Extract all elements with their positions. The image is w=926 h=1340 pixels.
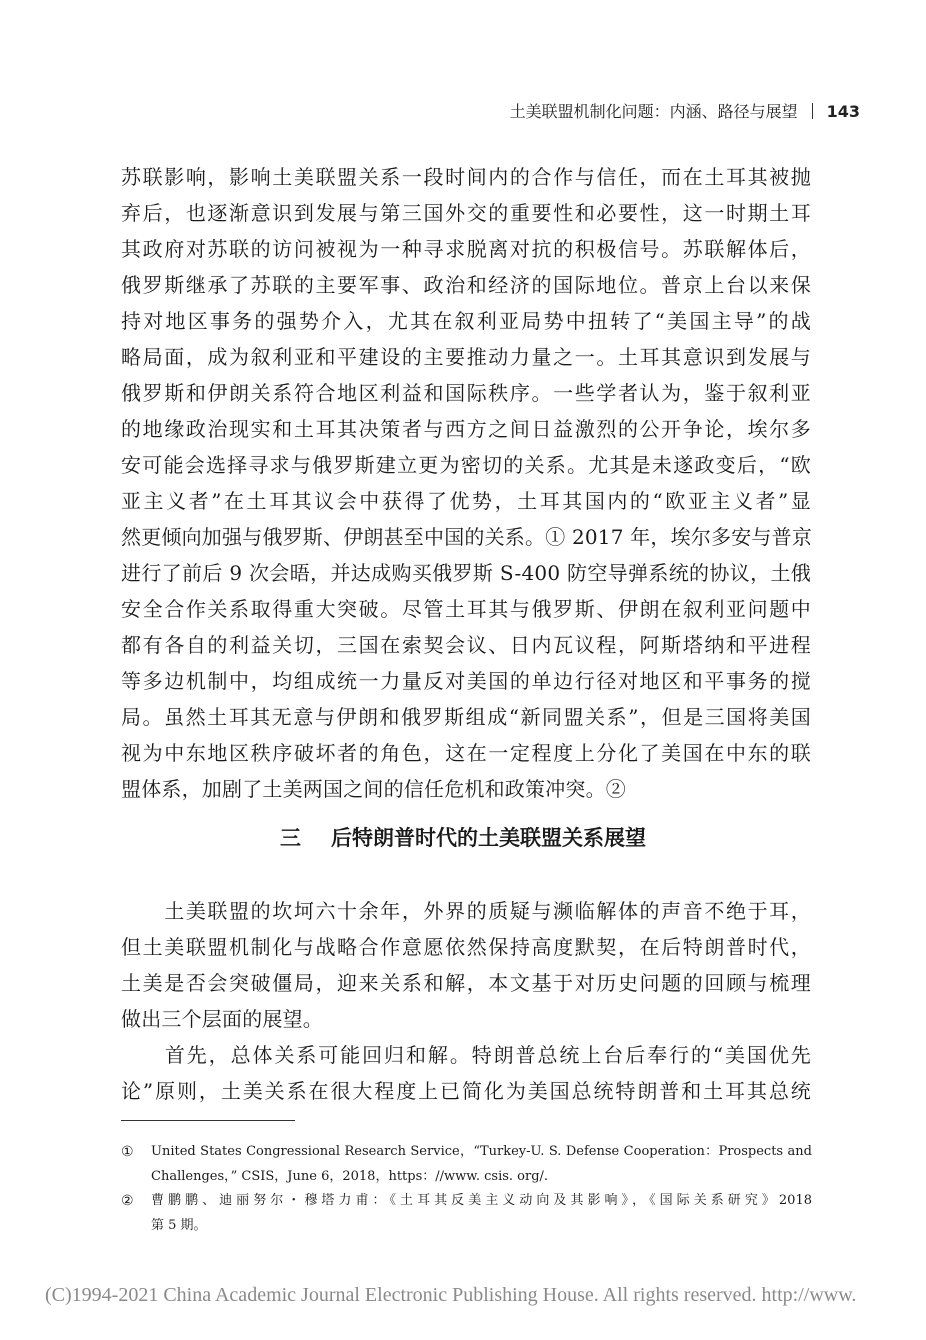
text-line: 做出三个层面的展望。: [121, 1007, 323, 1031]
text-line: 土美是否会突破僵局，迎来关系和解，本文基于对历史问题的回顾与梳理: [121, 971, 811, 995]
footnote-line: United States Congressional Research Service，“Turkey-U. S. Defense Cooperation：Prospects and: [151, 1144, 812, 1159]
text-line: 弃后，也逐渐意识到发展与第三国外交的重要性和必要性，这一时期土耳: [121, 201, 811, 225]
text-line: 的地缘政治现实和土耳其决策者与西方之间日益激烈的公开争论，埃尔多: [121, 417, 811, 441]
text-line: 视为中东地区秩序破坏者的角色，这在一定程度上分化了美国在中东的联: [121, 741, 811, 765]
section-heading: [0, 824, 926, 852]
text-line: 俄罗斯和伊朗关系符合地区利益和国际秩序。一些学者认为，鉴于叙利亚: [121, 381, 811, 405]
text-line: 亚主义者”在土耳其议会中获得了优势，土耳其国内的“欧亚主义者”显: [121, 489, 811, 513]
text-line: 俄罗斯继承了苏联的主要军事、政治和经济的国际地位。普京上台以来保: [121, 273, 811, 297]
text-line: 首先，总体关系可能回归和解。特朗普总统上台后奉行的“美国优先: [121, 1043, 811, 1067]
text-line: 局。虽然土耳其无意与伊朗和俄罗斯组成“新同盟关系”，但是三国将美国: [121, 705, 811, 729]
text-line: 安全合作关系取得重大突破。尽管土耳其与俄罗斯、伊朗在叙利亚问题中: [121, 597, 811, 621]
running-header: [510, 99, 860, 122]
text-line: 其政府对苏联的访问被视为一种寻求脱离对抗的积极信号。苏联解体后，: [121, 237, 811, 261]
text-line: 土美联盟的坎坷六十余年，外界的质疑与濒临解体的声音不绝于耳，: [121, 899, 811, 923]
footnote-line: 第 5 期。: [151, 1218, 207, 1233]
copyright-notice: (C)1994-2021 China Academic Journal Electronic Publishing House. All rights reserved. http://www.: [45, 1284, 857, 1306]
section-title: 后特朗普时代的土美联盟关系展望: [331, 826, 646, 850]
text-line: 进行了前后 9 次会晤，并达成购买俄罗斯 S-400 防空导弹系统的协议，土俄: [121, 561, 811, 585]
text-line: 然更倾向加强与俄罗斯、伊朗甚至中国的关系。① 2017 年，埃尔多安与普京: [121, 525, 813, 549]
footnote-line: Challenges，” CSIS，June 6，2018，https：//www. csis. org/.: [151, 1169, 549, 1184]
running-header-title: 土美联盟机制化问题：内涵、路径与展望: [509, 102, 798, 121]
text-line: 都有各自的利益关切，三国在索契会议、日内瓦议程，阿斯塔纳和平进程: [121, 633, 811, 657]
text-line: 但土美联盟机制化与战略合作意愿依然保持高度默契，在后特朗普时代，: [121, 935, 811, 959]
footnote-divider: [121, 1120, 295, 1121]
text-line: 安可能会选择寻求与俄罗斯建立更为密切的关系。尤其是未遂政变后，“欧: [121, 453, 811, 477]
text-line: 盟体系，加剧了土美两国之间的信任危机和政策冲突。②: [121, 777, 626, 801]
text-line: 持对地区事务的强势介入，尤其在叙利亚局势中扭转了“美国主导”的战: [121, 309, 811, 333]
text-line: 苏联影响，影响土美联盟关系一段时间内的合作与信任，而在土耳其被抛: [121, 165, 811, 189]
footnote-marker: ②: [121, 1193, 134, 1209]
section-number: 三: [280, 826, 301, 850]
page-number: 143: [826, 102, 860, 121]
footnote-marker: ①: [121, 1144, 134, 1160]
footnote-line: 曹鹏鹏、迪丽努尔・穆塔力甫：《土耳其反美主义动向及其影响》，《国际关系研究》2018: [151, 1193, 812, 1208]
text-line: 论”原则，土美关系在很大程度上已简化为美国总统特朗普和土耳其总统: [121, 1079, 811, 1103]
text-line: 略局面，成为叙利亚和平建设的主要推动力量之一。土耳其意识到发展与: [121, 345, 811, 369]
text-line: 等多边机制中，均组成统一力量反对美国的单边行径对地区和平事务的搅: [121, 669, 811, 693]
header-divider: [812, 103, 813, 119]
